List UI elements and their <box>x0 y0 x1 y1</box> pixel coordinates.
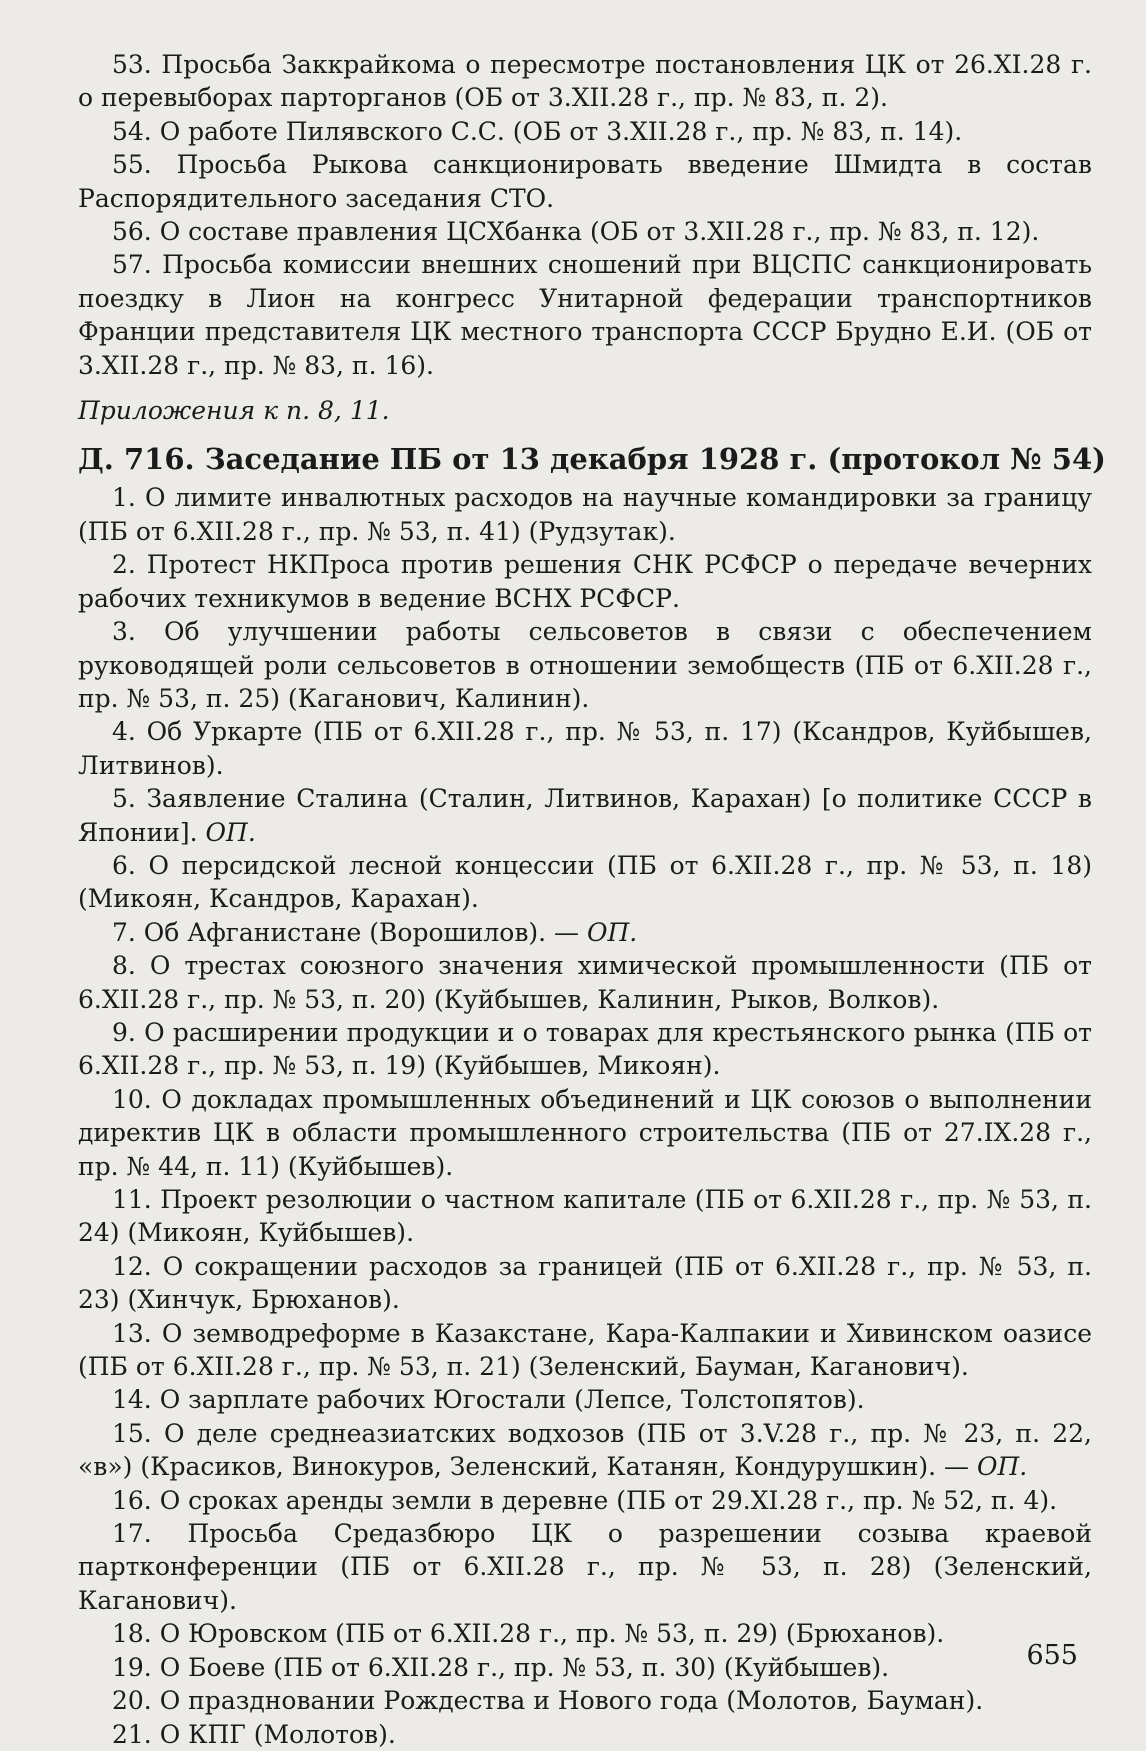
list-item: 21. О КПГ (Молотов). <box>112 1719 396 1749</box>
list-item: 16. О сроках аренды земли в деревне (ПБ от 29.XI.28 г., пр. № 52, п. 4). <box>112 1485 1058 1515</box>
protocol-items-list <box>78 481 1092 1750</box>
section-heading: Д. 716. Заседание ПБ от 13 декабря 1928 г. (протокол № 54) <box>78 442 1106 477</box>
list-item: 11. Проект резолюции о частном капитале (ПБ от 6.XII.28 г., пр. № 53, п. 24) (Микоян, Куйбышев). <box>78 1185 1092 1248</box>
list-item: 7. Об Афганистане (Ворошилов). — ОП. <box>112 917 638 947</box>
list-item: 13. О земводреформе в Казакстане, Кара-Калпакии и Хивинском оазисе (ПБ от 6.XII.28 г., пр. № 53, п. 21) (Зеленский, Бауман, Каганович). <box>78 1318 1092 1382</box>
list-item: 1. О лимите инвалютных расходов на научные командировки за границу (ПБ от 6.XII.28 г., пр. № 53, п. 41) (Рудзутак). <box>78 483 1092 546</box>
list-item: 57. Просьба комиссии внешних сношений при ВЦСПС санкционировать поездку в Лион на конгресс Унитарной федерации транспортников Франции представителя ЦК местного транспорта СССР Брудно Е.И. (ОБ от 3.XII.28 г., пр. № 83, п. 16). <box>78 250 1092 380</box>
list-item: 20. О праздновании Рождества и Нового года (Молотов, Бауман). <box>112 1686 984 1716</box>
list-item: 12. О сокращении расходов за границей (ПБ от 6.XII.28 г., пр. № 53, п. 23) (Хинчук, Брюханов). <box>78 1251 1092 1315</box>
list-item: 53. Просьба Заккрайкома о пересмотре постановления ЦК от 26.XI.28 г. о перевыборах парторганов (ОБ от 3.XII.28 г., пр. № 83, п. 2). <box>78 50 1092 113</box>
list-item: 10. О докладах промышленных объединений и ЦК союзов о выполнении директив ЦК в области промышленного строительства (ПБ от 27.IX.28 г., пр. № 44, п. 11) (Куйбышев). <box>78 1084 1092 1181</box>
list-item: 54. О работе Пилявского С.С. (ОБ от 3.XII.28 г., пр. № 83, п. 14). <box>112 116 963 146</box>
list-item: 18. О Юровском (ПБ от 6.XII.28 г., пр. № 53, п. 29) (Брюханов). <box>112 1619 945 1649</box>
list-item: 55. Просьба Рыкова санкционировать введение Шмидта в состав Распорядительного заседания СТО. <box>78 150 1092 213</box>
list-item: 17. Просьба Средазбюро ЦК о разрешении созыва краевой партконференции (ПБ от 6.XII.28 г., пр. № 53, п. 28) (Зеленский, Каганович). <box>78 1519 1092 1615</box>
list-item: 56. О составе правления ЦСХбанка (ОБ от 3.XII.28 г., пр. № 83, п. 12). <box>112 217 1040 247</box>
list-item: 15. О деле среднеазиатских водхозов (ПБ от 3.V.28 г., пр. № 23, п. 22, «в») (Красиков, Винокуров, Зеленский, Катанян, Кондурушкин). — ОП. <box>78 1418 1092 1482</box>
items-before-list <box>78 48 1092 382</box>
list-item: 14. О зарплате рабочих Югостали (Лепсе, Толстопятов). <box>112 1385 865 1415</box>
list-item: 9. О расширении продукции и о товарах для крестьянского рынка (ПБ от 6.XII.28 г., пр. № 53, п. 19) (Куйбышев, Микоян). <box>78 1017 1092 1081</box>
appendix-note: Приложения к п. 8, 11. <box>78 396 390 426</box>
list-item: 19. О Боеве (ПБ от 6.XII.28 г., пр. № 53, п. 30) (Куйбышев). <box>112 1652 890 1682</box>
list-item: 8. О трестах союзного значения химической промышленности (ПБ от 6.XII.28 г., пр. № 53, п. 20) (Куйбышев, Калинин, Рыков, Волков). <box>78 951 1092 1014</box>
list-item: 5. Заявление Сталина (Сталин, Литвинов, Карахан) [о политике СССР в Японии]. ОП. <box>78 784 1092 847</box>
page-number: 655 <box>1026 1640 1078 1671</box>
list-item: 4. Об Уркарте (ПБ от 6.XII.28 г., пр. № 53, п. 17) (Ксандров, Куйбышев, Литвинов). <box>78 717 1092 780</box>
list-item: 6. О персидской лесной концессии (ПБ от 6.XII.28 г., пр. № 53, п. 18) (Микоян, Ксандров, Карахан). <box>78 850 1092 914</box>
list-item: 2. Протест НКПроса против решения СНК РСФСР о передаче вечерних рабочих техникумов в ведение ВСНХ РСФСР. <box>78 550 1092 613</box>
list-item: 3. Об улучшении работы сельсоветов в связи с обеспечением руководящей роли сельсоветов в отношении земобществ (ПБ от 6.XII.28 г., пр. № 53, п. 25) (Каганович, Калинин). <box>78 617 1092 713</box>
